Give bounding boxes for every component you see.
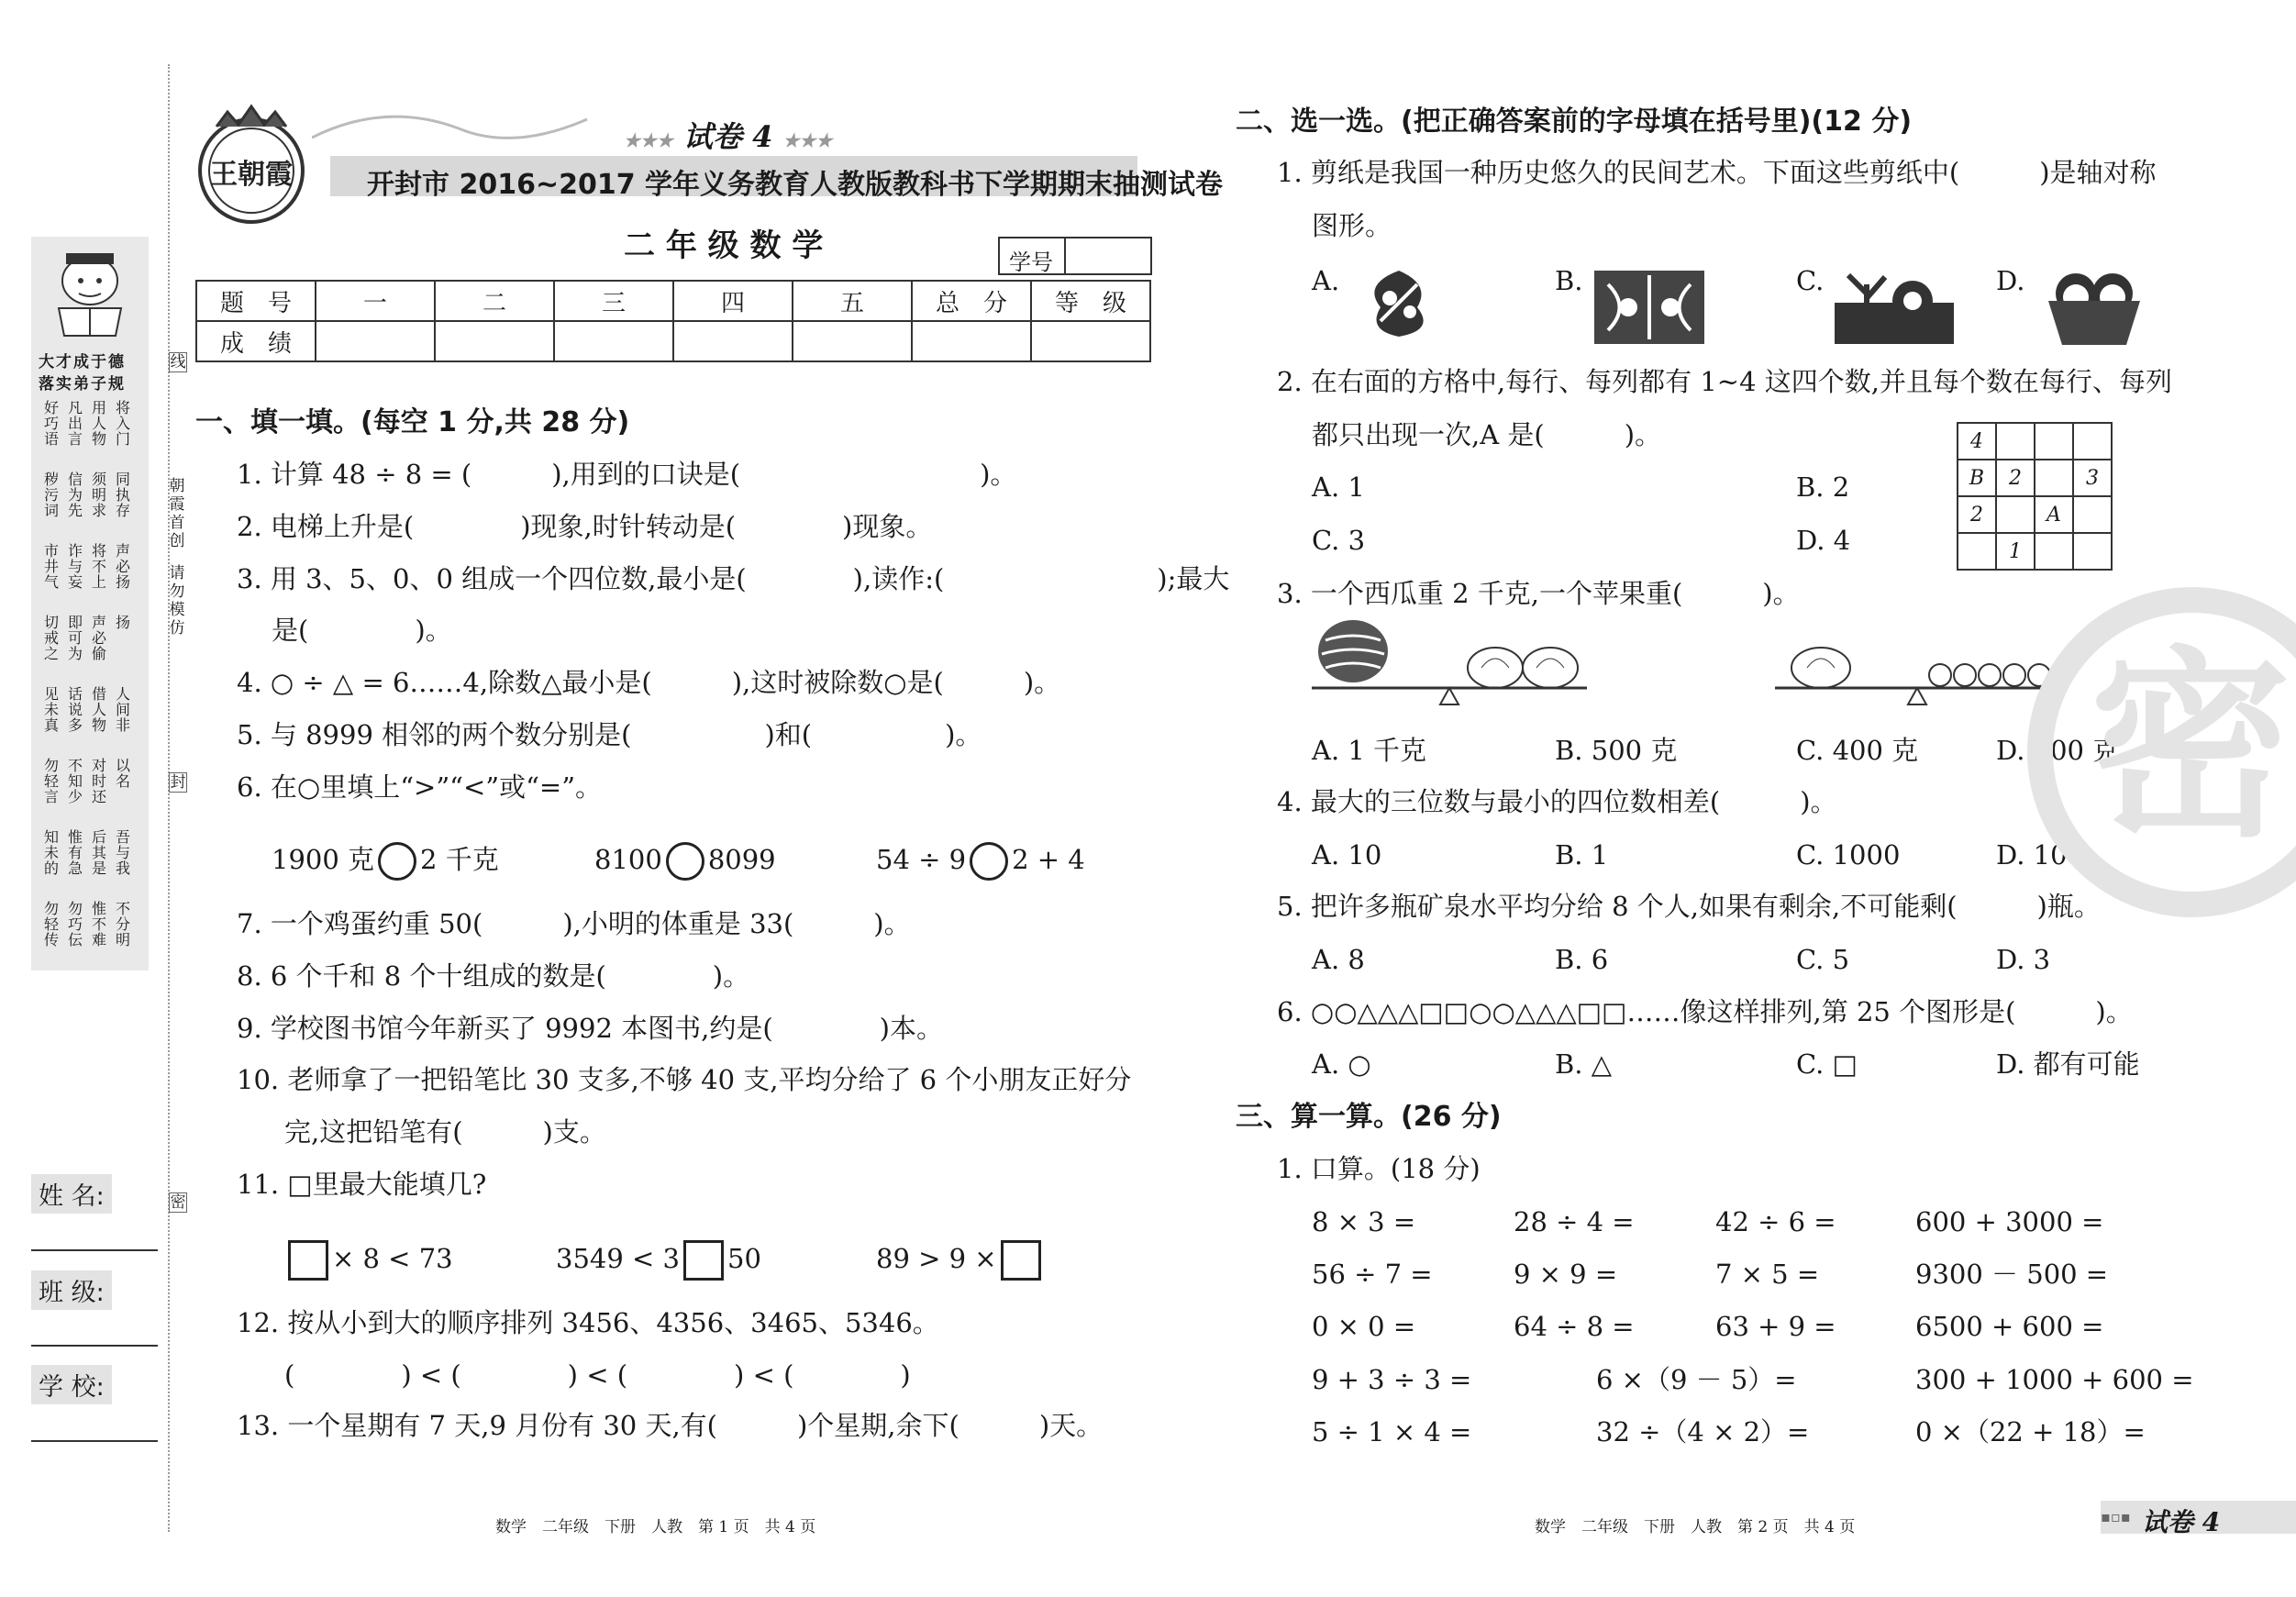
table-cell: 总 分 [912, 281, 1031, 321]
option-label: C. 1000 [1796, 839, 1901, 871]
option-label: A. 8 [1312, 944, 1365, 975]
sidebar-motto: 勿轻传 [44, 900, 60, 948]
score-cell[interactable] [316, 321, 435, 361]
option-label: B. 6 [1555, 944, 1609, 975]
sidebar-motto: 扬 [116, 614, 131, 631]
calc-item: 0 ×（22 + 18）= [1915, 1416, 2146, 1447]
option-label: D. 3 [1996, 944, 2051, 975]
option-label: A. 10 [1312, 839, 1382, 871]
svg-text:王朝霞: 王朝霞 [210, 159, 293, 191]
sidebar-motto: 即可为 [68, 614, 83, 662]
subject-title: 二 年 级 数 学 [624, 227, 824, 264]
sidebar-motto: 将入门 [116, 399, 131, 448]
score-cell[interactable] [793, 321, 912, 361]
question-2-3: 3. 一个西瓜重 2 千克,一个苹果重( )。 [1277, 578, 1800, 609]
calc-item: 8 × 3 = [1312, 1206, 1416, 1237]
student-id-divider [1064, 238, 1066, 273]
calc-item: 28 ÷ 4 = [1514, 1206, 1635, 1237]
option-label: C. [1796, 265, 1825, 296]
calc-item: 300 + 1000 + 600 = [1915, 1364, 2194, 1395]
question-2-2-cont: 都只出现一次,A 是( )。 [1312, 419, 1662, 450]
sidebar-motto: 勿轻言 [44, 757, 60, 805]
question-1-3-cont: 是( )。 [272, 615, 452, 646]
grid-cell [1996, 496, 2035, 533]
grid-cell [1958, 533, 1996, 570]
sidebar-motto: 借人物 [92, 685, 107, 734]
grid-cell: A [2035, 496, 2073, 533]
cut-mark-text: 朝霞首创 [169, 477, 185, 550]
sidebar-motto: 见未真 [44, 685, 60, 734]
sidebar-motto: 吾与我 [116, 828, 131, 877]
section2-title: 二、选一选。(把正确答案前的字母填在括号里)(12 分) [1236, 105, 1913, 138]
cut-mark-text: 请勿模仿 [169, 564, 185, 638]
sidebar-motto: 信为先 [68, 471, 83, 519]
exam-title: 开封市 2016~2017 学年义务教育人教版教科书下学期期末抽测试卷 [367, 169, 1224, 201]
table-row [1958, 460, 2112, 496]
table-cell: 二 [435, 281, 554, 321]
option-label: A. 1 千克 [1312, 735, 1427, 766]
sidebar-motto: 用人物 [92, 399, 107, 448]
table-row [196, 281, 1150, 321]
compare-item: 54 ÷ 9 2 + 4 [876, 842, 1085, 881]
option-label: D. 4 [1796, 525, 1851, 556]
sidebar-motto: 不分明 [116, 900, 131, 948]
table-cell: 五 [793, 281, 912, 321]
number-grid [1957, 422, 2113, 571]
grid-cell: 1 [1996, 533, 2035, 570]
grid-cell [1996, 423, 2035, 460]
grid-cell [2073, 496, 2112, 533]
calc-item: 9 + 3 ÷ 3 = [1312, 1364, 1472, 1395]
calc-item: 7 × 5 = [1715, 1259, 1820, 1290]
option-label: D. 100 [1996, 839, 2085, 871]
table-cell: 题 号 [196, 281, 316, 321]
sidebar-motto: 市井气 [44, 542, 60, 591]
question-2-1-cont: 图形。 [1312, 210, 1392, 241]
question-1-2: 2. 电梯上升是( )现象,时针转动是( )现象。 [237, 511, 933, 542]
grid-cell: B [1958, 460, 1996, 496]
question-1-12-answer: ( ) < ( ) < ( ) < ( ) [284, 1359, 911, 1391]
sidebar-motto: 以名 [116, 757, 131, 790]
answer-box[interactable] [288, 1240, 328, 1281]
question-1-12: 12. 按从小到大的顺序排列 3456、4356、3465、5346。 [237, 1307, 939, 1338]
compare-circle[interactable] [666, 842, 704, 881]
sidebar-motto: 同执存 [116, 471, 131, 519]
question-1-1: 1. 计算 48 ÷ 8 = ( ),用到的口诀是( )。 [237, 459, 1017, 490]
grid-cell: 4 [1958, 423, 1996, 460]
seal-mark-secret: 密 [170, 1193, 186, 1212]
brand-logo [180, 99, 327, 227]
option-label: B. △ [1555, 1048, 1613, 1080]
question-2-5: 5. 把许多瓶矿泉水平均分给 8 个人,如果有剩余,不可能剩( )瓶。 [1277, 891, 2101, 922]
question-1-10: 10. 老师拿了一把铅笔比 30 支多,不够 40 支,平均分给了 6 个小朋友正好分 [237, 1064, 1132, 1095]
sidebar-motto: 诈与妄 [68, 542, 83, 591]
option-label: A. 1 [1312, 471, 1365, 503]
answer-box[interactable] [1001, 1240, 1041, 1281]
section1-title: 一、填一填。(每空 1 分,共 28 分) [195, 406, 630, 438]
option-label: B. 500 克 [1555, 735, 1678, 766]
table-row [1958, 423, 2112, 460]
option-label: A. ○ [1312, 1048, 1371, 1080]
fill-box-item: × 8 < 73 [284, 1240, 453, 1281]
table-cell: 等 级 [1031, 281, 1150, 321]
footer-left: 数学 二年级 下册 人教 第 1 页 共 4 页 [495, 1518, 816, 1536]
footer-tag: 试卷 4 [2142, 1507, 2221, 1537]
question-1-11: 11. □里最大能填几? [237, 1169, 487, 1200]
sidebar-motto: 好巧语 [44, 399, 60, 448]
option-label: C. 5 [1796, 944, 1850, 975]
calc-item: 42 ÷ 6 = [1715, 1206, 1836, 1237]
sidebar-motto: 切戒之 [44, 614, 60, 662]
question-1-13: 13. 一个星期有 7 天,9 月份有 30 天,有( )个星期,余下( )天。 [237, 1410, 1104, 1441]
question-2-2: 2. 在右面的方格中,每行、每列都有 1~4 这四个数,并且每个数在每行、每列 [1277, 366, 2172, 397]
student-id-label: 学号 [1009, 250, 1053, 275]
question-2-1: 1. 剪纸是我国一种历史悠久的民间艺术。下面这些剪纸中( )是轴对称 [1277, 157, 2157, 188]
table-row [196, 321, 1150, 361]
question-1-7: 7. 一个鸡蛋约重 50( ),小明的体重是 33( )。 [237, 908, 911, 939]
balance-watermelon-pumpkins-image [1307, 613, 1601, 714]
sidebar-motto: 勿巧伝 [68, 900, 83, 948]
option-label: B. [1555, 265, 1583, 296]
calc-item: 9 × 9 = [1514, 1259, 1618, 1290]
balance-pumpkin-apples-image [1770, 613, 2073, 714]
table-cell: 四 [673, 281, 793, 321]
sidebar-motto: 话说多 [68, 685, 83, 734]
question-1-10-cont: 完,这把铅笔有( )支。 [284, 1116, 606, 1148]
compare-item: 8100 8099 [594, 842, 776, 881]
fill-box-item: 89 > 9 × [876, 1240, 1045, 1281]
table-row [1958, 533, 2112, 570]
option-label: D. 都有可能 [1996, 1048, 2140, 1080]
name-label: 姓 名: [31, 1174, 112, 1214]
name-field[interactable] [31, 1249, 158, 1251]
option-label: C. □ [1796, 1048, 1858, 1080]
question-2-6: 6. ○○△△△□□○○△△△□□……像这样排列,第 25 个图形是( )。 [1277, 996, 2133, 1027]
question-2-4: 4. 最大的三位数与最小的四位数相差( )。 [1277, 786, 1837, 817]
papercut-tree-image [1830, 266, 1958, 349]
sidebar-mottos [39, 400, 145, 969]
school-field[interactable] [31, 1440, 158, 1442]
watermark-text: 密 [2090, 629, 2292, 864]
sidebar-motto: 惟有急 [68, 828, 83, 877]
option-label: B. 1 [1555, 839, 1609, 871]
table-cell: 成 绩 [196, 321, 316, 361]
score-cell[interactable] [554, 321, 673, 361]
sidebar-motto: 不知少 [68, 757, 83, 805]
grid-cell [2035, 460, 2073, 496]
question-1-5: 5. 与 8999 相邻的两个数分别是( )和( )。 [237, 719, 982, 750]
option-label: B. 2 [1796, 471, 1850, 503]
compare-circle[interactable] [970, 842, 1008, 881]
sidebar-motto: 将不上 [92, 542, 107, 591]
cartoon-scholar-icon [31, 244, 149, 345]
table-cell: 一 [316, 281, 435, 321]
calc-item: 6500 + 600 = [1915, 1311, 2104, 1342]
score-cell[interactable] [673, 321, 793, 361]
sidebar-motto: 知未的 [44, 828, 60, 877]
class-label: 班 级: [31, 1270, 112, 1310]
footer-tag-dots: ▪▫▪ [2101, 1508, 2131, 1525]
table-cell: 三 [554, 281, 673, 321]
sidebar-panel [31, 237, 149, 970]
grid-cell: 2 [1996, 460, 2035, 496]
question-1-4: 4. ○ ÷ △ = 6……4,除数△最小是( ),这时被除数○是( )。 [237, 667, 1061, 698]
seal-mark-seal: 封 [170, 773, 186, 792]
footer-right: 数学 二年级 下册 人教 第 2 页 共 4 页 [1535, 1518, 1856, 1536]
sidebar-motto: 声必偷 [92, 614, 107, 662]
calc-item: 56 ÷ 7 = [1312, 1259, 1433, 1290]
sidebar-motto: 对时还 [92, 757, 107, 805]
score-cell[interactable] [435, 321, 554, 361]
calc-item: 600 + 3000 = [1915, 1206, 2104, 1237]
option-label: C. 3 [1312, 525, 1366, 556]
calc-item: 5 ÷ 1 × 4 = [1312, 1416, 1472, 1447]
calc-item: 6 ×（9 － 5）= [1596, 1364, 1797, 1395]
sidebar-motto: 后其是 [92, 828, 107, 877]
answer-box[interactable] [683, 1240, 724, 1281]
table-row [1958, 496, 2112, 533]
option-label: D. 200 克 [1996, 735, 2120, 766]
student-id-box[interactable] [998, 237, 1152, 275]
papercut-children-image [2035, 264, 2154, 347]
calc-item: 9300 － 500 = [1915, 1259, 2109, 1290]
option-label: C. 400 克 [1796, 735, 1919, 766]
option-label: D. [1996, 265, 2025, 296]
sidebar-slogan-1: 大才成于德 [39, 353, 126, 372]
calc-item: 63 + 9 = [1715, 1311, 1836, 1342]
compare-circle[interactable] [378, 842, 416, 881]
score-cell[interactable] [912, 321, 1031, 361]
grid-cell: 2 [1958, 496, 1996, 533]
sidebar-motto: 惟不难 [92, 900, 107, 948]
calc-item: 32 ÷（4 × 2）= [1596, 1416, 1810, 1447]
seal-mark-line: 线 [170, 353, 186, 372]
grid-cell [2035, 533, 2073, 570]
class-field[interactable] [31, 1345, 158, 1347]
sidebar-slogan-2: 落实弟子规 [39, 375, 126, 394]
option-label: A. [1312, 265, 1340, 296]
score-cell[interactable] [1031, 321, 1150, 361]
grid-cell [2073, 533, 2112, 570]
fill-box-item: 3549 < 3 50 [556, 1240, 761, 1281]
paper-tag: ★★★ 试卷 4 ★★★ [624, 119, 833, 154]
calc-item: 64 ÷ 8 = [1514, 1311, 1635, 1342]
grid-cell [2035, 423, 2073, 460]
grid-cell [2073, 423, 2112, 460]
papercut-fish-image [1353, 261, 1445, 344]
binding-dotted-line [168, 64, 170, 1532]
score-table [195, 280, 1151, 362]
sidebar-motto: 声必扬 [116, 542, 131, 591]
sidebar-motto: 须明求 [92, 471, 107, 519]
question-1-8: 8. 6 个千和 8 个十组成的数是( )。 [237, 960, 750, 992]
sidebar-motto: 凡出言 [68, 399, 83, 448]
question-1-3: 3. 用 3、5、0、0 组成一个四位数,最小是( ),读作:( );最大 [237, 563, 1230, 594]
compare-item: 1900 克 2 千克 [272, 842, 499, 881]
question-1-6: 6. 在○里填上“>”“<”或“=”。 [237, 771, 603, 803]
sub-question-3-1: 1. 口算。(18 分) [1277, 1153, 1481, 1184]
school-label: 学 校: [31, 1365, 112, 1404]
sidebar-motto: 秽污词 [44, 471, 60, 519]
calc-item: 0 × 0 = [1312, 1311, 1416, 1342]
section3-title: 三、算一算。(26 分) [1236, 1101, 1502, 1133]
grid-cell: 3 [2073, 460, 2112, 496]
star-icon: ★★★ [782, 129, 833, 151]
question-1-9: 9. 学校图书馆今年新买了 9992 本图书,约是( )本。 [237, 1013, 943, 1044]
papercut-phoenix-image [1590, 266, 1709, 349]
star-icon: ★★★ [624, 129, 673, 151]
sidebar-motto: 人间非 [116, 685, 131, 734]
